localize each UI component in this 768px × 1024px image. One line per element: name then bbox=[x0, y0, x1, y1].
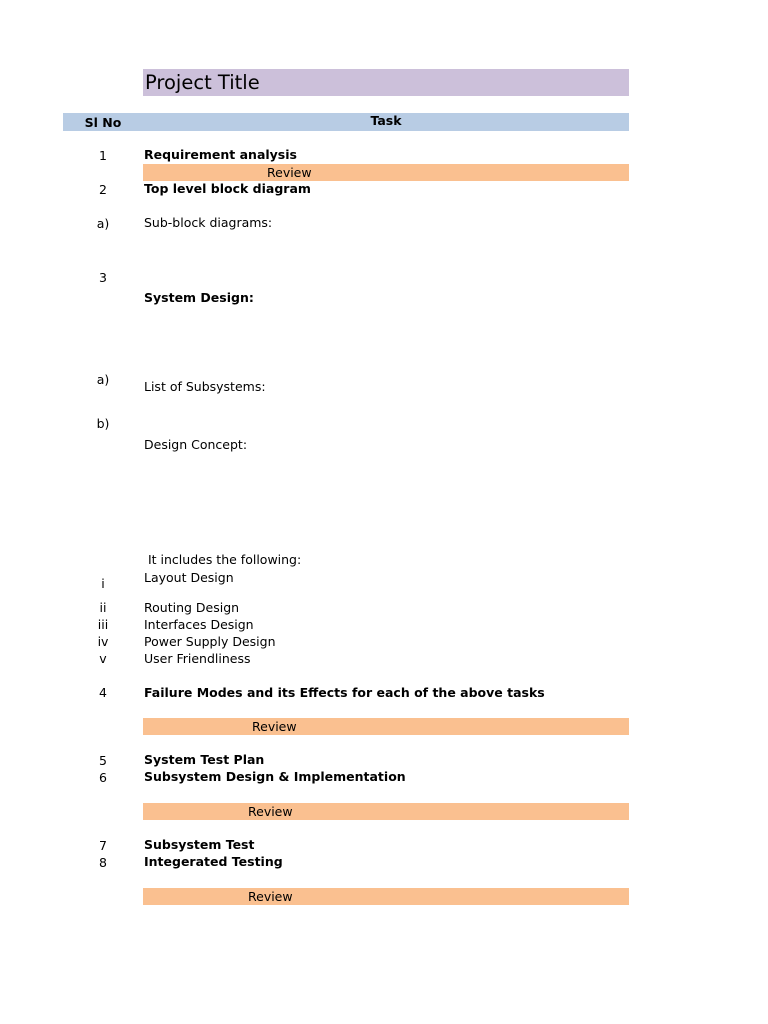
sl-no: iv bbox=[97, 634, 109, 649]
sl-no: v bbox=[99, 651, 107, 666]
sl-no: 2 bbox=[99, 182, 107, 197]
task-item: Subsystem Design & Implementation bbox=[144, 769, 406, 784]
sl-no: 8 bbox=[99, 855, 107, 870]
task-item: System Design: bbox=[144, 290, 254, 305]
sl-no: 1 bbox=[99, 148, 107, 163]
task-item: Subsystem Test bbox=[144, 837, 255, 852]
sl-no: 7 bbox=[99, 838, 107, 853]
sl-no: 4 bbox=[99, 685, 107, 700]
review-label: Review bbox=[248, 889, 293, 904]
task-item: User Friendliness bbox=[144, 651, 251, 666]
task-item: Requirement analysis bbox=[144, 147, 297, 162]
sl-no: a) bbox=[96, 216, 110, 231]
review-bar bbox=[143, 803, 629, 820]
table-header bbox=[63, 113, 629, 131]
sl-no: a) bbox=[96, 372, 110, 387]
review-label: Review bbox=[252, 719, 297, 734]
sl-no: ii bbox=[99, 600, 107, 615]
header-task: Task bbox=[370, 113, 402, 128]
task-item: List of Subsystems: bbox=[144, 379, 266, 394]
project-title-bar bbox=[143, 69, 629, 96]
task-item: Interfaces Design bbox=[144, 617, 254, 632]
sl-no: 6 bbox=[99, 770, 107, 785]
task-item: Layout Design bbox=[144, 570, 234, 585]
review-bar bbox=[143, 718, 629, 735]
sl-no: 5 bbox=[99, 753, 107, 768]
task-item: Integerated Testing bbox=[144, 854, 283, 869]
task-item: System Test Plan bbox=[144, 752, 265, 767]
header-sl-no: Sl No bbox=[84, 115, 122, 130]
sl-no: i bbox=[101, 576, 105, 591]
task-item: Top level block diagram bbox=[144, 181, 311, 196]
review-bar bbox=[143, 888, 629, 905]
review-label: Review bbox=[248, 804, 293, 819]
sl-no: iii bbox=[97, 617, 109, 632]
review-label: Review bbox=[267, 165, 312, 180]
task-item: Sub-block diagrams: bbox=[144, 215, 273, 230]
review-bar bbox=[143, 164, 629, 181]
task-item: Design Concept: bbox=[144, 437, 248, 452]
task-item: Routing Design bbox=[144, 600, 240, 615]
project-title: Project Title bbox=[145, 71, 260, 94]
task-item: Power Supply Design bbox=[144, 634, 276, 649]
sl-no: 3 bbox=[99, 270, 107, 285]
task-item: It includes the following: bbox=[144, 552, 302, 567]
task-item: Failure Modes and its Effects for each of the above tasks bbox=[144, 685, 545, 700]
sl-no: b) bbox=[96, 416, 110, 431]
